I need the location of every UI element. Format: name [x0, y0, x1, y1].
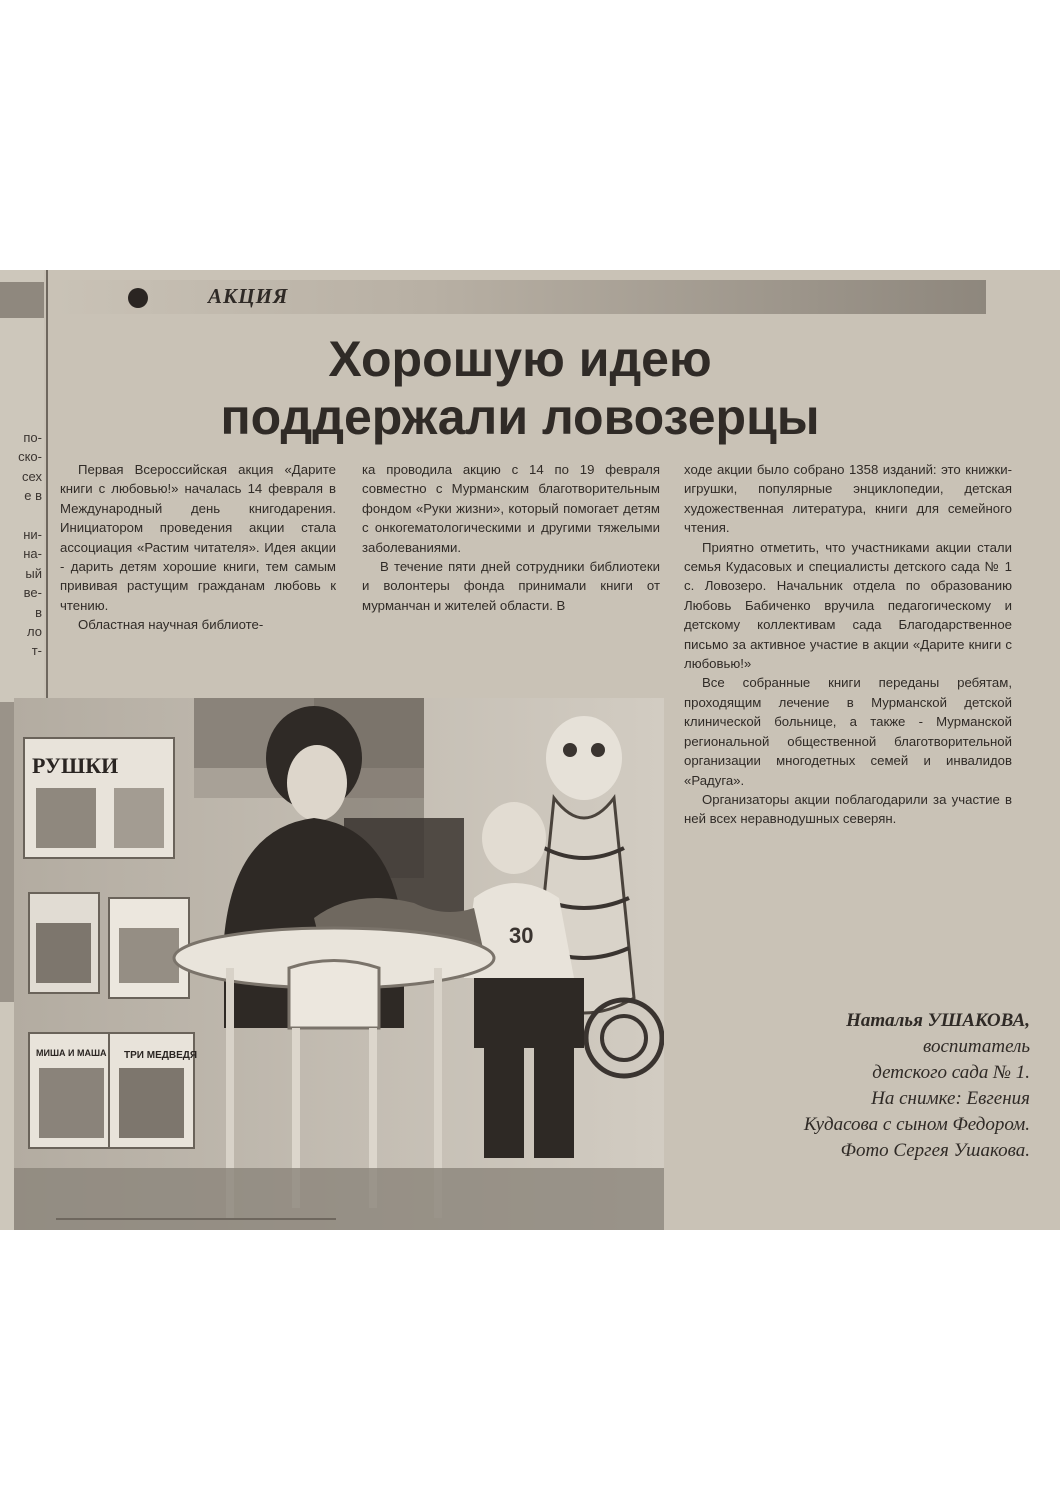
- byline: [660, 1008, 1030, 1164]
- rubric-band: [56, 280, 986, 314]
- article-photo: [14, 698, 664, 1230]
- author-role-2: детского сада № 1.: [872, 1062, 1030, 1083]
- adjacent-text-fragments: по- ско- сех е в ни- на- ый ве- в ло т-: [18, 430, 42, 659]
- paragraph: ка проводила акцию с 14 по 19 февраля совместно с Мурманским благотворительным фондом «Руки жизни», который помогает детям с онкогематологическими и другими тяжелыми заболеваниями.: [362, 462, 660, 555]
- book-title-2: МИША И МАША: [36, 1048, 107, 1058]
- photo-credit: Фото Сергея Ушакова.: [840, 1140, 1030, 1161]
- book-title-1: РУШКИ: [32, 753, 119, 778]
- paragraph: В течение пяти дней сотрудники библиотеки и волонтеры фонда принимали книги от мурманчан и жителей области. В: [362, 559, 660, 613]
- article-column-2: [362, 460, 660, 615]
- paragraph: Первая Всероссийская акция «Дарите книги с любовью!» началась 14 февраля в Международный день книгодарения. Инициатором проведения акции стала ассоциация «Растим читателя». Идея акции - дарить детям хорошие книги, тем самым прививая растущим гражданам любовь к чтению.: [60, 462, 336, 613]
- paragraph: Областная научная библиоте-: [78, 617, 264, 633]
- photo-caption-2: Кудасова с сыном Федором.: [803, 1114, 1030, 1135]
- paragraph: Организаторы акции поблагодарили за участие в ней всех неравнодушных северян.: [684, 791, 1012, 827]
- rubric-label: АКЦИЯ: [208, 284, 289, 308]
- newspaper-clipping: [0, 270, 1060, 1230]
- article-column-1: [60, 460, 336, 635]
- photo-illustration: [14, 698, 664, 1230]
- headline-line-1: Хорошую идею: [328, 331, 712, 387]
- bottom-divider: [56, 1218, 336, 1220]
- headline: [60, 330, 980, 446]
- headline-line-2: поддержали ловозерцы: [220, 389, 820, 445]
- paragraph: ходе акции было собрано 1358 изданий: это книжки-игрушки, популярные энциклопедии, детская художественная литература, книги для семейного чтения.: [684, 462, 1012, 536]
- author-name: Наталья УШАКОВА,: [846, 1010, 1030, 1031]
- photo-caption-1: На снимке: Евгения: [871, 1088, 1030, 1109]
- author-role-1: воспитатель: [923, 1036, 1030, 1057]
- paragraph: Все собранные книги переданы ребятам, проходящим лечение в Мурманской детской клинической больнице, а также - Мурманской региональной общественной благотворительной организации многодетных семей и инвалидов «Радуга».: [684, 675, 1012, 788]
- article-column-3: [684, 460, 1012, 829]
- adjacent-header-band: [0, 282, 44, 318]
- shirt-number: 30: [509, 923, 534, 948]
- book-title-3: ТРИ МЕДВЕДЯ: [124, 1050, 198, 1061]
- bullet-icon: [128, 288, 148, 308]
- paragraph: Приятно отметить, что участниками акции стали семья Кудасовых и специалисты детского сада № 1 с. Ловозеро. Начальник отдела по образованию Любовь Бабиченко вручила педагогическому и детскому коллективам сада Благодарственное письмо за активное участие в акции «Дарите книги с любовью!»: [684, 539, 1012, 672]
